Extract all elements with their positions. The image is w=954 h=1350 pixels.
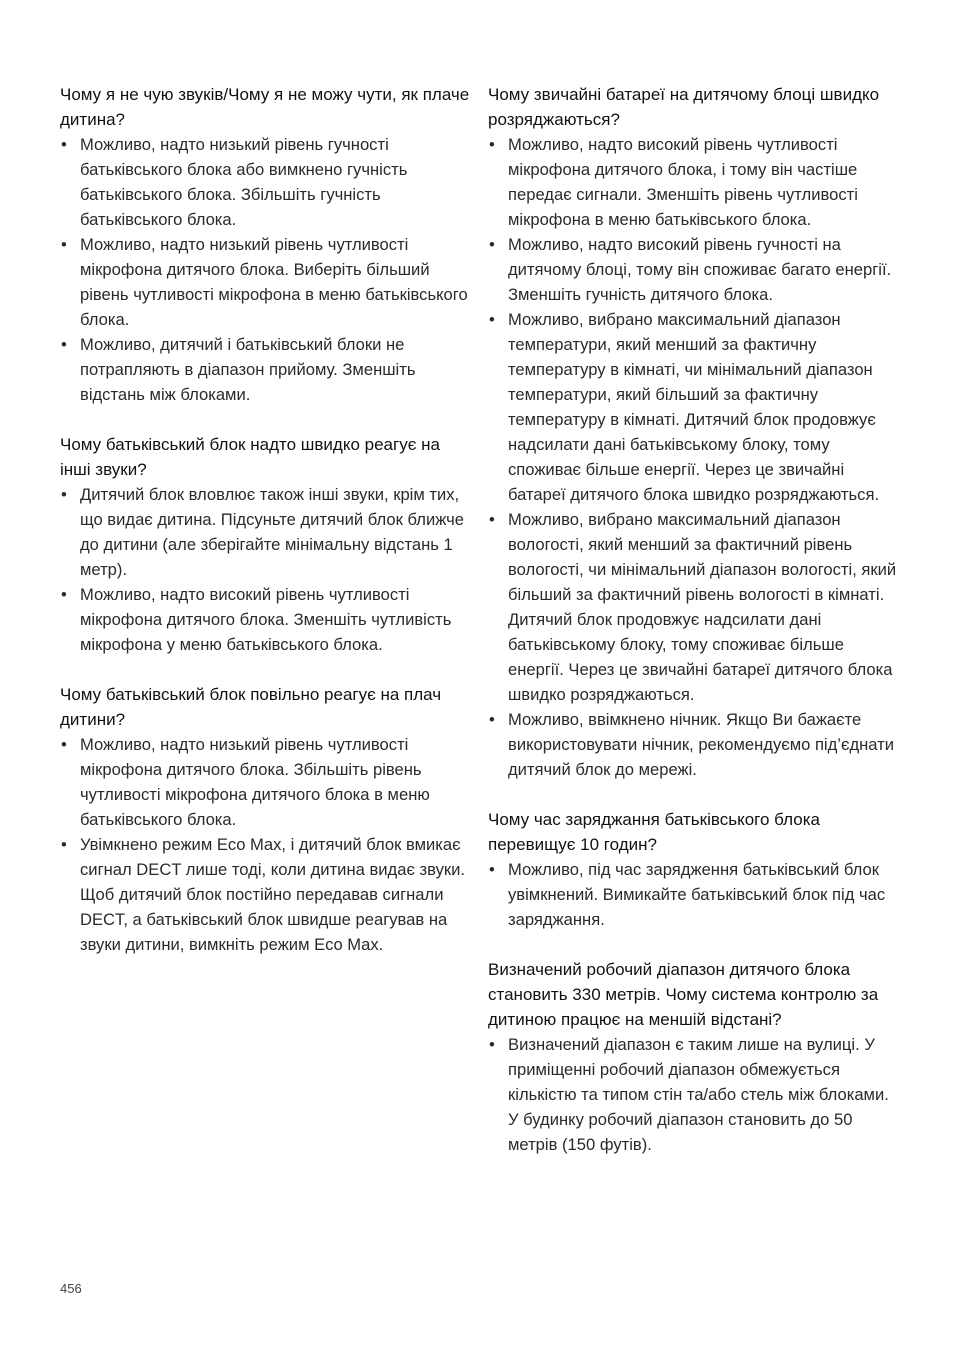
- faq-question: Чому я не чую звуків/Чому я не можу чути, як плаче дитина?: [60, 85, 470, 129]
- faq-answer-list: [60, 482, 470, 657]
- faq-section: [488, 80, 898, 782]
- faq-answer: • Можливо, вибрано максимальний діапазон температури, який менший за фактичну температуру в кімнаті, чи мінімальний діапазон температури, який більший за фактичну температуру в кімнаті. Дитячий блок продовжує надсилати дані батьківському блоку, тому споживає більше енергії. Через це звичайні батареї дитячого блока швидко розряджаються.: [488, 307, 898, 507]
- faq-answer: • Дитячий блок вловлює також інші звуки, крім тих, що видає дитина. Підсуньте дитячий блок ближче до дитини (але зберігайте мінімальну відстань 1 метр).: [60, 482, 470, 582]
- faq-section: [60, 680, 470, 957]
- page-number: 456: [60, 1281, 82, 1296]
- faq-answer: • Можливо, надто низький рівень чутливості мікрофона дитячого блока. Виберіть більший рівень чутливості мікрофона в меню батьківського блока.: [60, 232, 470, 332]
- right-column: [488, 80, 898, 1180]
- faq-section: [488, 955, 898, 1157]
- faq-answer: • Можливо, вибрано максимальний діапазон вологості, який менший за фактичний рівень вологості, чи мінімальний діапазон вологості, який більший за фактичний рівень вологості в кімнаті. Дитячий блок продовжує надсилати дані батьківському блоку, тому споживає більше енергії. Через це звичайні батареї дитячого блока швидко розряджаються.: [488, 507, 898, 707]
- faq-answer-list: [60, 132, 470, 407]
- faq-answer-list: [488, 132, 898, 782]
- faq-answer: • Можливо, надто низький рівень чутливості мікрофона дитячого блока. Збільшіть рівень чутливості мікрофона дитячого блока в меню батьківського блока.: [60, 732, 470, 832]
- faq-answer: • Можливо, надто високий рівень чутливості мікрофона дитячого блока, і тому він частіше передає сигнали. Зменшіть рівень чутливості мікрофона в меню батьківського блока.: [488, 132, 898, 232]
- faq-question: Чому звичайні батареї на дитячому блоці швидко розряджаються?: [488, 85, 880, 129]
- faq-answer: • Визначений діапазон є таким лише на вулиці. У приміщенні робочий діапазон обмежується кількістю та типом стін та/або стель між блоками. У будинку робочий діапазон становить до 50 метрів (150 футів).: [488, 1032, 898, 1157]
- faq-answer: • Увімкнено режим Eco Max, і дитячий блок вмикає сигнал DECT лише тоді, коли дитина видає звуки. Щоб дитячий блок постійно передавав сигнали DECT, а батьківський блок швидше реагував на звуки дитини, вимкніть режим Eco Max.: [60, 832, 470, 957]
- faq-question: Чому батьківський блок надто швидко реагує на інші звуки?: [60, 435, 440, 479]
- left-column: [60, 80, 470, 980]
- faq-section: [488, 805, 898, 932]
- faq-answer-list: [488, 1032, 898, 1157]
- faq-answer-list: [60, 732, 470, 957]
- faq-answer: • Можливо, ввімкнено нічник. Якщо Ви бажаєте використовувати нічник, рекомендуємо під’єднати дитячий блок до мережі.: [488, 707, 898, 782]
- faq-section: [60, 80, 470, 407]
- faq-answer: • Можливо, надто високий рівень чутливості мікрофона дитячого блока. Зменшіть чутливість мікрофона у меню батьківського блока.: [60, 582, 470, 657]
- faq-answer: • Можливо, надто високий рівень гучності на дитячому блоці, тому він споживає багато енергії. Зменшіть гучність дитячого блока.: [488, 232, 898, 307]
- faq-question: Чому батьківський блок повільно реагує на плач дитини?: [60, 685, 442, 729]
- faq-answer: • Можливо, дитячий і батьківський блоки не потрапляють в діапазон прийому. Зменшіть відстань між блоками.: [60, 332, 470, 407]
- faq-question: Визначений робочий діапазон дитячого блока становить 330 метрів. Чому система контролю за дитиною працює на меншій відстані?: [488, 960, 879, 1029]
- faq-question: Чому час заряджання батьківського блока перевищує 10 годин?: [488, 810, 820, 854]
- faq-answer-list: [488, 857, 898, 932]
- faq-section: [60, 430, 470, 657]
- faq-answer: • Можливо, під час зарядження батьківський блок увімкнений. Вимикайте батьківський блок під час заряджання.: [488, 857, 898, 932]
- faq-answer: • Можливо, надто низький рівень гучності батьківського блока або вимкнено гучність батьківського блока. Збільшіть гучність батьківського блока.: [60, 132, 470, 232]
